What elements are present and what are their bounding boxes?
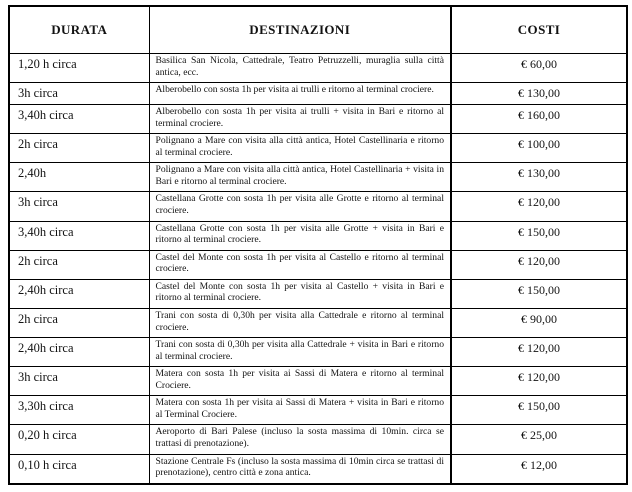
destination-cell: Polignano a Mare con visita alla città antica, Hotel Castellinaria + visita in Bari e ritorno al terminal crociere. xyxy=(149,163,451,192)
cost-cell: € 100,00 xyxy=(451,134,627,163)
duration-cell: 3h circa xyxy=(9,192,149,221)
cost-cell: € 150,00 xyxy=(451,221,627,250)
price-table xyxy=(8,5,628,485)
destination-cell: Matera con sosta 1h per visita ai Sassi di Matera + visita in Bari e ritorno al Terminal Crociere. xyxy=(149,396,451,425)
destination-cell: Basilica San Nicola, Cattedrale, Teatro Petruzzelli, muraglia sulla città antica, ecc. xyxy=(149,54,451,83)
duration-cell: 0,10 h circa xyxy=(9,454,149,484)
destination-cell: Castellana Grotte con sosta 1h per visita alle Grotte + visita in Bari e ritorno al terminal crociere. xyxy=(149,221,451,250)
destination-cell: Trani con sosta di 0,30h per visita alla Cattedrale + visita in Bari e ritorno al terminal crociere. xyxy=(149,338,451,367)
cost-cell: € 120,00 xyxy=(451,338,627,367)
price-table-container xyxy=(8,5,628,485)
destination-cell: Polignano a Mare con visita alla città antica, Hotel Castellinaria e ritorno al terminal crociere. xyxy=(149,134,451,163)
duration-cell: 3,40h circa xyxy=(9,105,149,134)
table-row xyxy=(9,250,627,279)
table-row xyxy=(9,338,627,367)
table-row xyxy=(9,221,627,250)
column-header-durata: DURATA xyxy=(9,6,149,54)
table-body xyxy=(9,54,627,485)
duration-cell: 3h circa xyxy=(9,367,149,396)
destination-cell: Castel del Monte con sosta 1h per visita al Castello e ritorno al terminal crociere. xyxy=(149,250,451,279)
cost-cell: € 150,00 xyxy=(451,396,627,425)
table-row xyxy=(9,454,627,484)
cost-cell: € 150,00 xyxy=(451,279,627,308)
cost-cell: € 130,00 xyxy=(451,163,627,192)
duration-cell: 2,40h circa xyxy=(9,279,149,308)
cost-cell: € 60,00 xyxy=(451,54,627,83)
table-row xyxy=(9,134,627,163)
destination-cell: Aeroporto di Bari Palese (incluso la sosta massima di 10min. circa se trattasi di prenotazione). xyxy=(149,425,451,454)
table-row xyxy=(9,396,627,425)
duration-cell: 1,20 h circa xyxy=(9,54,149,83)
table-row xyxy=(9,308,627,337)
table-row xyxy=(9,367,627,396)
cost-cell: € 120,00 xyxy=(451,250,627,279)
cost-cell: € 12,00 xyxy=(451,454,627,484)
cost-cell: € 25,00 xyxy=(451,425,627,454)
cost-cell: € 130,00 xyxy=(451,83,627,105)
table-row xyxy=(9,54,627,83)
cost-cell: € 160,00 xyxy=(451,105,627,134)
duration-cell: 3,30h circa xyxy=(9,396,149,425)
table-row xyxy=(9,105,627,134)
duration-cell: 2h circa xyxy=(9,308,149,337)
cost-cell: € 120,00 xyxy=(451,367,627,396)
duration-cell: 0,20 h circa xyxy=(9,425,149,454)
table-row xyxy=(9,83,627,105)
table-header xyxy=(9,6,627,54)
header-row xyxy=(9,6,627,54)
column-header-costi: COSTI xyxy=(451,6,627,54)
destination-cell: Castel del Monte con sosta 1h per visita al Castello + visita in Bari e ritorno al terminal crociere. xyxy=(149,279,451,308)
duration-cell: 2h circa xyxy=(9,134,149,163)
table-row xyxy=(9,192,627,221)
destination-cell: Stazione Centrale Fs (incluso la sosta massima di 10min circa se trattasi di prenotazione), centro città e zona antica. xyxy=(149,454,451,484)
cost-cell: € 120,00 xyxy=(451,192,627,221)
destination-cell: Castellana Grotte con sosta 1h per visita alle Grotte e ritorno al terminal crociere. xyxy=(149,192,451,221)
table-row xyxy=(9,279,627,308)
duration-cell: 3,40h circa xyxy=(9,221,149,250)
table-row xyxy=(9,425,627,454)
duration-cell: 2,40h xyxy=(9,163,149,192)
column-header-destinazioni: DESTINAZIONI xyxy=(149,6,451,54)
duration-cell: 2h circa xyxy=(9,250,149,279)
duration-cell: 2,40h circa xyxy=(9,338,149,367)
destination-cell: Alberobello con sosta 1h per visita ai trulli + visita in Bari e ritorno al terminal crociere. xyxy=(149,105,451,134)
cost-cell: € 90,00 xyxy=(451,308,627,337)
duration-cell: 3h circa xyxy=(9,83,149,105)
table-row xyxy=(9,163,627,192)
destination-cell: Trani con sosta di 0,30h per visita alla Cattedrale e ritorno al terminal crociere. xyxy=(149,308,451,337)
destination-cell: Matera con sosta 1h per visita ai Sassi di Matera e ritorno al terminal Crociere. xyxy=(149,367,451,396)
destination-cell: Alberobello con sosta 1h per visita ai trulli e ritorno al terminal crociere. xyxy=(149,83,451,105)
